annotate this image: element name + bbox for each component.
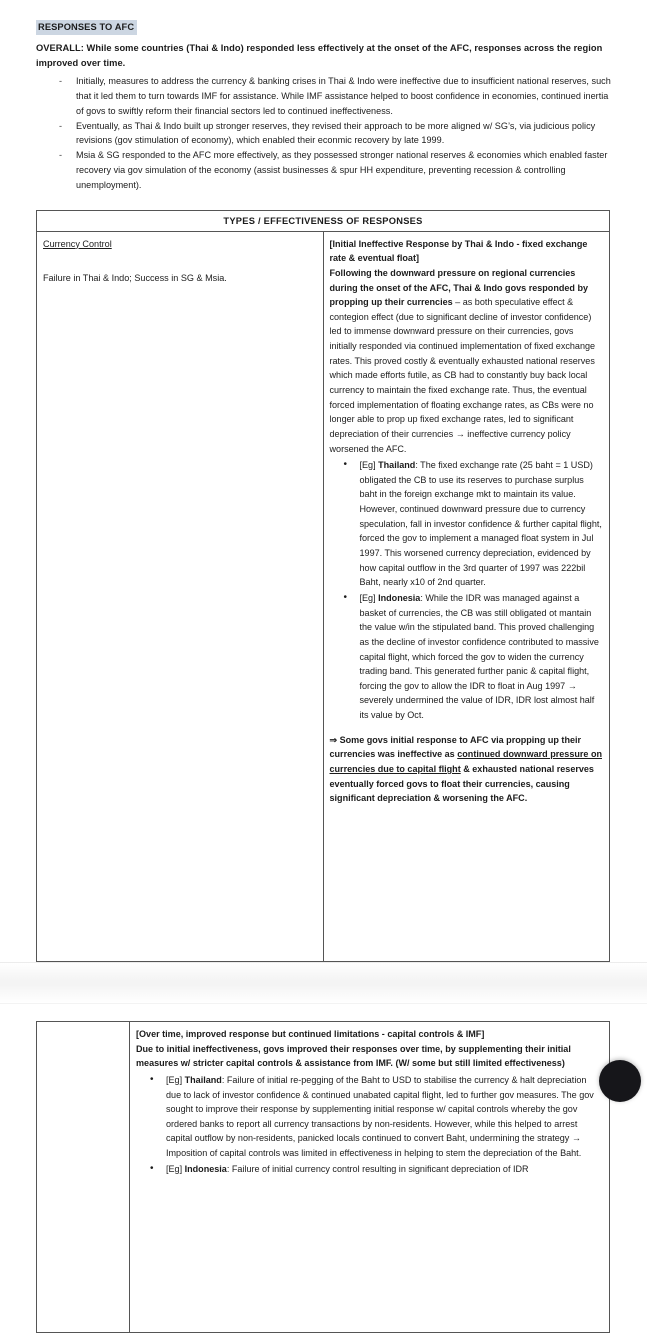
conclusion-underlined: continued downward pressure on currencies due to capital flight <box>329 749 602 775</box>
conclusion-end: & exhausted national reserves eventually forced govs to float their currencies, causing significant depreciation & worsening the AFC. <box>329 764 594 804</box>
conclusion-start: ⇒ Some govs initial response to AFC via propping up their currencies was ineffective as <box>329 734 582 760</box>
example-text: : The fixed exchange rate (25 baht = 1 USD) obligated the CB to use its reserves to purchase surplus baht in the foreign exchange mkt to maintain its value. However, continued downward pressure due to currency speculation, fall in investor confidence & further capital flight, forced the gov to implement a managed float system in Jul 1997. This worsened currency depreciation, evidenced by how capital outflow in the 3rd quarter of 1997 was 222bil Baht, nearly x10 of 2nd quarter. <box>359 460 602 588</box>
cell-trailing-space <box>136 1177 603 1327</box>
list-item: - Eventually, as Thai & Indo built up stronger reserves, they revised their approach to be more aligned w/ SG’s, via judicious policy revisions (gov stimulation of economy), which enabled their econmic recovery by late 1999. <box>36 119 611 149</box>
example-bullet-list <box>330 458 604 723</box>
cell-paragraph-bold: Following the downward pressure on regional currencies during the onset of the AFC, Thai & Indo govs responded by propping up their currencies <box>329 267 589 308</box>
example-country: Thailand <box>378 460 416 471</box>
example-tag: [Eg] <box>359 460 379 471</box>
example-country: Indonesia <box>378 592 421 603</box>
title-row <box>36 0 611 35</box>
responses-table-page-2 <box>36 1021 610 1333</box>
page-title: RESPONSES TO AFC <box>36 20 137 35</box>
example-country: Thailand <box>184 1074 222 1085</box>
overall-summary: OVERALL: While some countries (Thai & Indo) responded less effectively at the onset of the AFC, responses across the region improved over time. <box>36 43 603 69</box>
table-header-cell: TYPES / EFFECTIVENESS OF RESPONSES <box>37 210 610 231</box>
document-page-2 <box>0 1021 647 1333</box>
table-row <box>37 1021 610 1332</box>
example-text: : Failure of initial re-pegging of the Baht to USD to stabilise the currency & halt depreciation due to lack of investor confidence & continued unabated capital flight, led to further gov measures. The gov sought to improve their response by supplementing initial response w/ capital controls whereby the gov ordered banks to report all currency transactions by non-residents. However, while this helped to arrest capital outflow by non-residents, panicked locals continued to convert Baht, undermining the strategy → Imposition of capital controls was limited in effectiveness in helping to stem the depreciation of the Baht. <box>166 1074 594 1159</box>
list-item <box>330 591 604 723</box>
cell-paragraph-bold: Due to initial ineffectiveness, govs improved their responses over time, by supplementing their initial measures w/ stricter capital controls & assistance from IMF. (W/ some but still limited effectiveness) <box>136 1043 571 1069</box>
list-item: - Msia & SG responded to the AFC more effectively, as they possessed stronger national reserves & economies which enabled faster recovery via gov simulation of the economy (assist businesses & spur HH expenditure, preventing recession & controlling unemployment). <box>36 148 611 192</box>
example-tag: [Eg] <box>166 1074 185 1085</box>
example-tag: [Eg] <box>359 592 379 603</box>
floating-action-button[interactable] <box>599 1060 641 1102</box>
page-separator <box>0 962 647 1004</box>
category-cell <box>37 231 324 961</box>
example-text: : Failure of initial currency control resulting in significant depreciation of IDR <box>226 1163 529 1174</box>
cell-heading: [Initial Ineffective Response by Thai & Indo - fixed exchange rate & eventual float] <box>329 238 588 264</box>
category-subtext: Failure in Thai & Indo; Success in SG & Msia. <box>43 273 227 284</box>
cell-heading: [Over time, improved response but continued limitations - capital controls & IMF] <box>136 1028 485 1039</box>
category-name: Currency Control <box>43 238 112 249</box>
cell-paragraph-rest: – as both speculative effect & contegion effect (due to significant decline of investor confidence) led to immense downward pressure on their currencies, govs initially responded via continued implementation of fixed exchange rates. This proved costly & eventually exhausted national reserves which made efforts futile, as CB had to constantly buy back local currency to maintain the fixed exchange rate. Thus, the eventual forced implementation of floating exchange rates, as CBs were no longer able to prop up fixed exchange rates, led to significant depreciation of their currencies → ineffective currency policy worsened the AFC. <box>329 297 596 454</box>
list-item: - Initially, measures to address the currency & banking crises in Thai & Indo were ineffective due to insufficient national reserves, such that it led them to turn towards IMF for assistance. While IMF assistance helped to boost confidence in economies, continued inertia of govs to swiftly reform their financial sectors led to continued ineffectiveness. <box>36 74 611 118</box>
example-country: Indonesia <box>184 1163 227 1174</box>
category-cell-continued <box>37 1021 130 1332</box>
example-tag: [Eg] <box>166 1163 185 1174</box>
table-row <box>37 231 610 961</box>
intro-bullet-list <box>36 74 611 193</box>
cell-trailing-space <box>330 806 604 956</box>
responses-table-page-1 <box>36 210 610 962</box>
content-cell <box>130 1021 610 1332</box>
list-item <box>136 1073 603 1161</box>
list-item <box>330 458 604 590</box>
example-bullet-list <box>136 1073 603 1176</box>
list-item <box>136 1162 603 1177</box>
cell-paragraph <box>330 266 604 456</box>
content-cell <box>323 231 610 961</box>
example-text: : While the IDR was managed against a basket of currencies, the CB was still obligated ot mantain the value w/in the stipulated band. This proved challenging as the decline of investor confidence contributed to massive capital flight, which forced the gov to widen the currency trading band. This generated further panic & capital flight, forcing the gov to allow the IDR to float in Aug 1997 → severely undermined the value of IDR, IDR lost almost half its value by Oct. <box>359 592 599 721</box>
cell-conclusion <box>330 733 604 806</box>
table-header-row <box>37 210 610 231</box>
